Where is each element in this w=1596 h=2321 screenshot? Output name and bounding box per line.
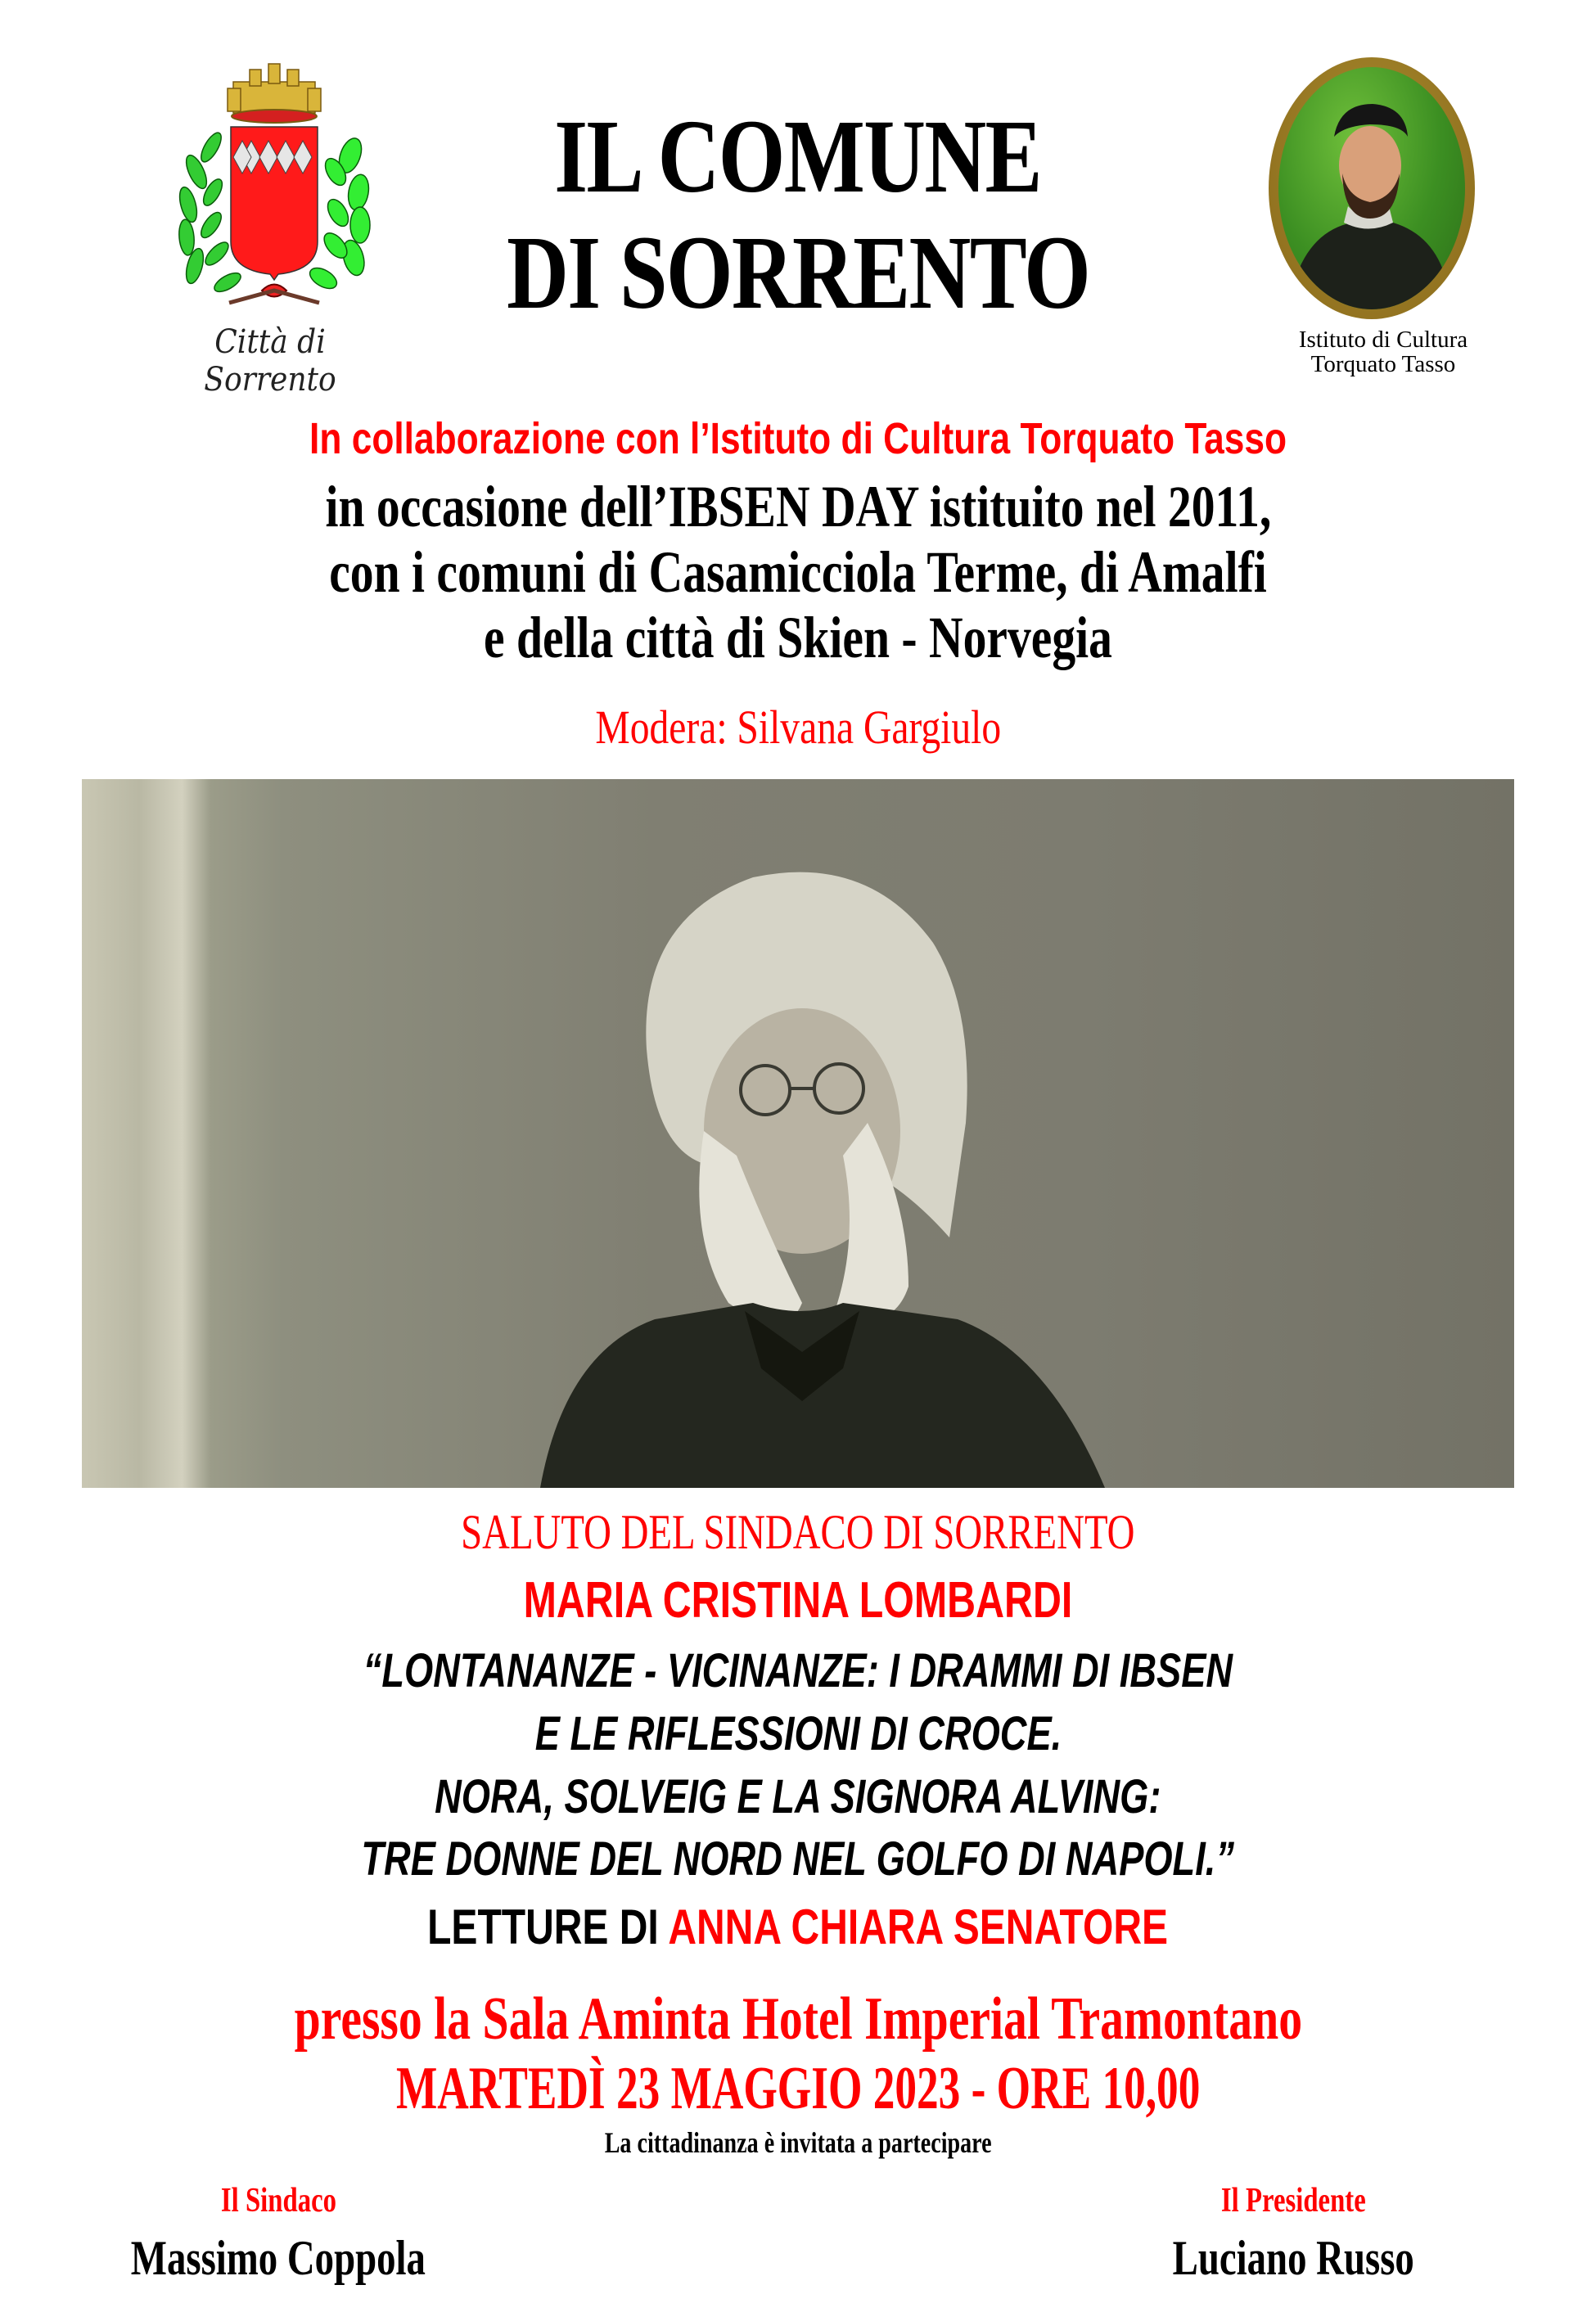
- president-role-label: Il Presidente: [1220, 2182, 1366, 2220]
- title-line-1: IL COMUNE: [554, 98, 1042, 214]
- speaker-name: MARIA CRISTINA LOMBARDI: [523, 1572, 1073, 1629]
- tasso-portrait-icon: [1269, 57, 1475, 319]
- venue-line: presso la Sala Aminta Hotel Imperial Tramontano: [294, 1985, 1302, 2053]
- tasso-caption: Istituto di Cultura Torquato Tasso: [1298, 327, 1468, 377]
- talk-title-line-1: “LONTANANZE - VICINANZE: I DRAMMI DI IBSEN: [363, 1644, 1233, 1697]
- occasion-line-3: e della città di Skien - Norvegia: [484, 605, 1112, 670]
- reader-name: ANNA CHIARA SENATORE: [668, 1900, 1169, 1954]
- mayor-role-label: Il Sindaco: [220, 2182, 336, 2220]
- event-datetime: MARTEDÌ 23 MAGGIO 2023 - ORE 10,00: [395, 2055, 1201, 2122]
- talk-title-line-4: TRE DONNE DEL NORD NEL GOLFO DI NAPOLI.”: [361, 1832, 1235, 1886]
- ibsen-portrait-photo: [82, 779, 1514, 1488]
- occasion-line-2: con i comuni di Casamicciola Terme, di Amalfi: [329, 539, 1267, 605]
- president-name: Luciano Russo: [1172, 2231, 1414, 2285]
- moderator-line: Modera: Silvana Gargiulo: [595, 701, 1001, 754]
- talk-title-line-2: E LE RIFLESSIONI DI CROCE.: [534, 1707, 1062, 1760]
- invitation-line: La cittadinanza è invitata a partecipare: [604, 2126, 992, 2159]
- mayor-name: Massimo Coppola: [130, 2231, 426, 2285]
- talk-title-line-3: NORA, SOLVEIG E LA SIGNORA ALVING:: [435, 1770, 1161, 1823]
- occasion-line-1: in occasione dell’IBSEN DAY istituito nel 2011,: [325, 474, 1271, 539]
- title-line-2: DI SORRENTO: [506, 214, 1090, 331]
- readings-line: [0, 1899, 1596, 1955]
- collaboration-line: In collaborazione con l’Istituto di Cultura Torquato Tasso: [309, 414, 1287, 463]
- coat-of-arms-caption: Città di Sorrento: [204, 323, 336, 399]
- mayor-greeting: SALUTO DEL SINDACO DI SORRENTO: [461, 1505, 1135, 1559]
- readings-prefix: LETTURE DI: [427, 1900, 669, 1954]
